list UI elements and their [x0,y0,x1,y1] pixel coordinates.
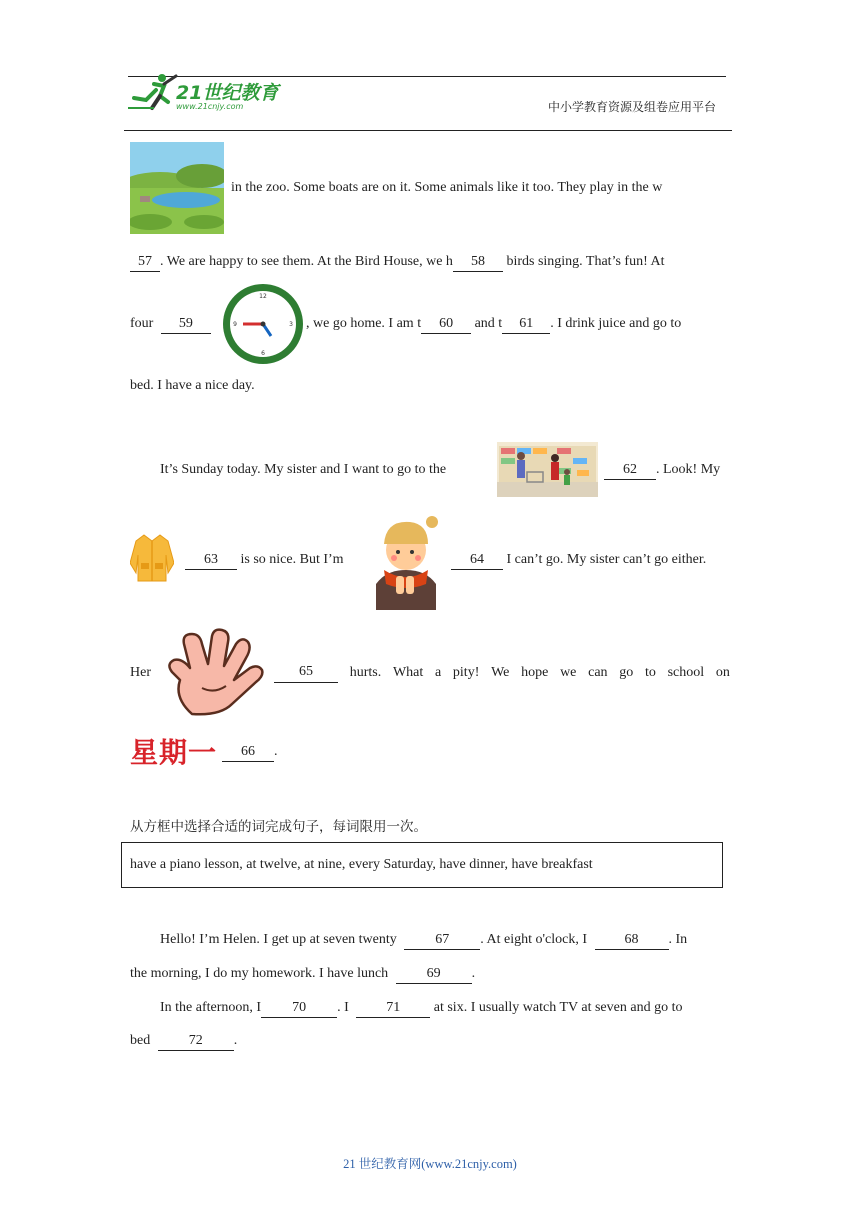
s3-text: . In [668,932,688,947]
p1-text: . We are happy to see them. At the Bird House, we h [160,254,453,269]
p1-line3-left [130,314,220,334]
p1-text: birds singing. That’s fun! At [502,254,665,269]
logo-url-text: www.21cnjy.com [176,102,244,111]
clock-image [221,283,305,365]
blank-59[interactable]: 59 [161,315,211,334]
monday-image: 星期一 [130,736,218,769]
site-logo [124,70,294,114]
p2-text: is so nice. But I’m [237,552,344,567]
s3-text: Hello! I’m Helen. I get up at seven twenty [160,932,397,947]
blank-68[interactable]: 68 [595,931,669,950]
blank-65[interactable]: 65 [274,663,338,683]
blank-70[interactable]: 70 [261,999,337,1018]
blank-60[interactable]: 60 [421,315,471,334]
blank-64[interactable]: 64 [451,551,503,570]
blank-57[interactable]: 57 [130,253,160,272]
p2-word: can [588,665,608,680]
footer-text: 21 世纪教育网(www.21cnjy.com) [343,1157,517,1171]
s3-text: bed [130,1033,151,1048]
p2-word: We [491,665,510,680]
s3-line1 [160,930,730,950]
hand-image [162,628,266,718]
instruction-text: 从方框中选择合适的词完成句子，每词限用一次。 [130,819,427,835]
header-bottom-rule [124,130,732,131]
lake-image [130,142,224,234]
p1-line2 [130,252,730,272]
svg-text:3: 3 [289,321,293,328]
blank-58[interactable]: 58 [453,253,503,272]
blank-61[interactable]: 61 [502,315,550,334]
p1-text: . I drink juice and go to [550,316,682,331]
p2-word: a [434,665,442,680]
p2-word: school [667,665,705,680]
p2-word: What [392,665,424,680]
p2-text: . [274,744,278,759]
blank-67[interactable]: 67 [404,931,480,950]
blank-72[interactable]: 72 [158,1032,234,1051]
p2-line2-right [451,550,730,570]
blank-71[interactable]: 71 [356,999,430,1018]
p2-text: . Look! My [656,462,721,477]
svg-text:6: 6 [261,350,265,357]
word-box-text: have a piano lesson, at twelve, at nine, every Saturday, have dinner, have breakfast [130,857,593,872]
p2-text: Her [130,665,151,680]
svg-text:9: 9 [233,321,237,328]
blank-63[interactable]: 63 [185,551,237,570]
s3-text: the morning, I do my homework. I have lunch [130,966,389,981]
s3-line4 [130,1031,730,1051]
blank-62[interactable]: 62 [604,461,656,480]
p2-line3-left [130,663,160,683]
p2-word: to [644,665,656,680]
p2-word: on [715,665,730,680]
p2-line1-left [160,460,500,480]
p1-text: and t [471,316,503,331]
coat-image [130,533,174,583]
s3-text: at six. I usually watch TV at seven and go to [430,1000,683,1015]
svg-text:12: 12 [259,293,267,300]
s3-text: . [471,966,476,981]
p2-line2-left [185,550,365,570]
header-right-text: 中小学教育资源及组卷应用平台 [548,100,717,114]
s3-line2 [130,964,730,984]
blank-66[interactable]: 66 [222,743,274,762]
p2-line1-right [604,460,730,480]
sick-boy-image [366,514,446,610]
p1-text: , we go home. I am t [306,316,422,331]
s3-line3 [160,998,730,1018]
p2-word: go [619,665,634,680]
p1-line4 [130,376,730,396]
p1-text: four [130,316,154,331]
s3-text: In the afternoon, I [160,1000,262,1015]
s3-text: . [233,1033,238,1048]
p1-line1 [231,178,730,198]
runner-icon [124,70,184,114]
p2-word: pity! [452,665,480,680]
p2-line3-right [274,663,730,683]
p2-line4 [222,742,302,762]
p2-word: hurts. [349,665,382,680]
p2-word: we [560,665,577,680]
p2-word: hope [521,665,549,680]
p2-text: It’s Sunday today. My sister and I want to go to the [160,462,447,477]
s3-text: . At eight o'clock, I [480,932,587,947]
p1-text: bed. I have a nice day. [130,378,255,393]
p2-text: I can’t go. My sister can’t go either. [503,552,707,567]
p1-text: in the zoo. Some boats are on it. Some animals like it too. They play in the w [231,180,663,195]
p1-line3-right [306,314,730,334]
logo-main-text: 21世纪教育 [176,82,279,104]
word-box [121,842,723,888]
s3-text: . I [337,1000,349,1015]
blank-69[interactable]: 69 [396,965,472,984]
supermarket-image [497,442,598,497]
